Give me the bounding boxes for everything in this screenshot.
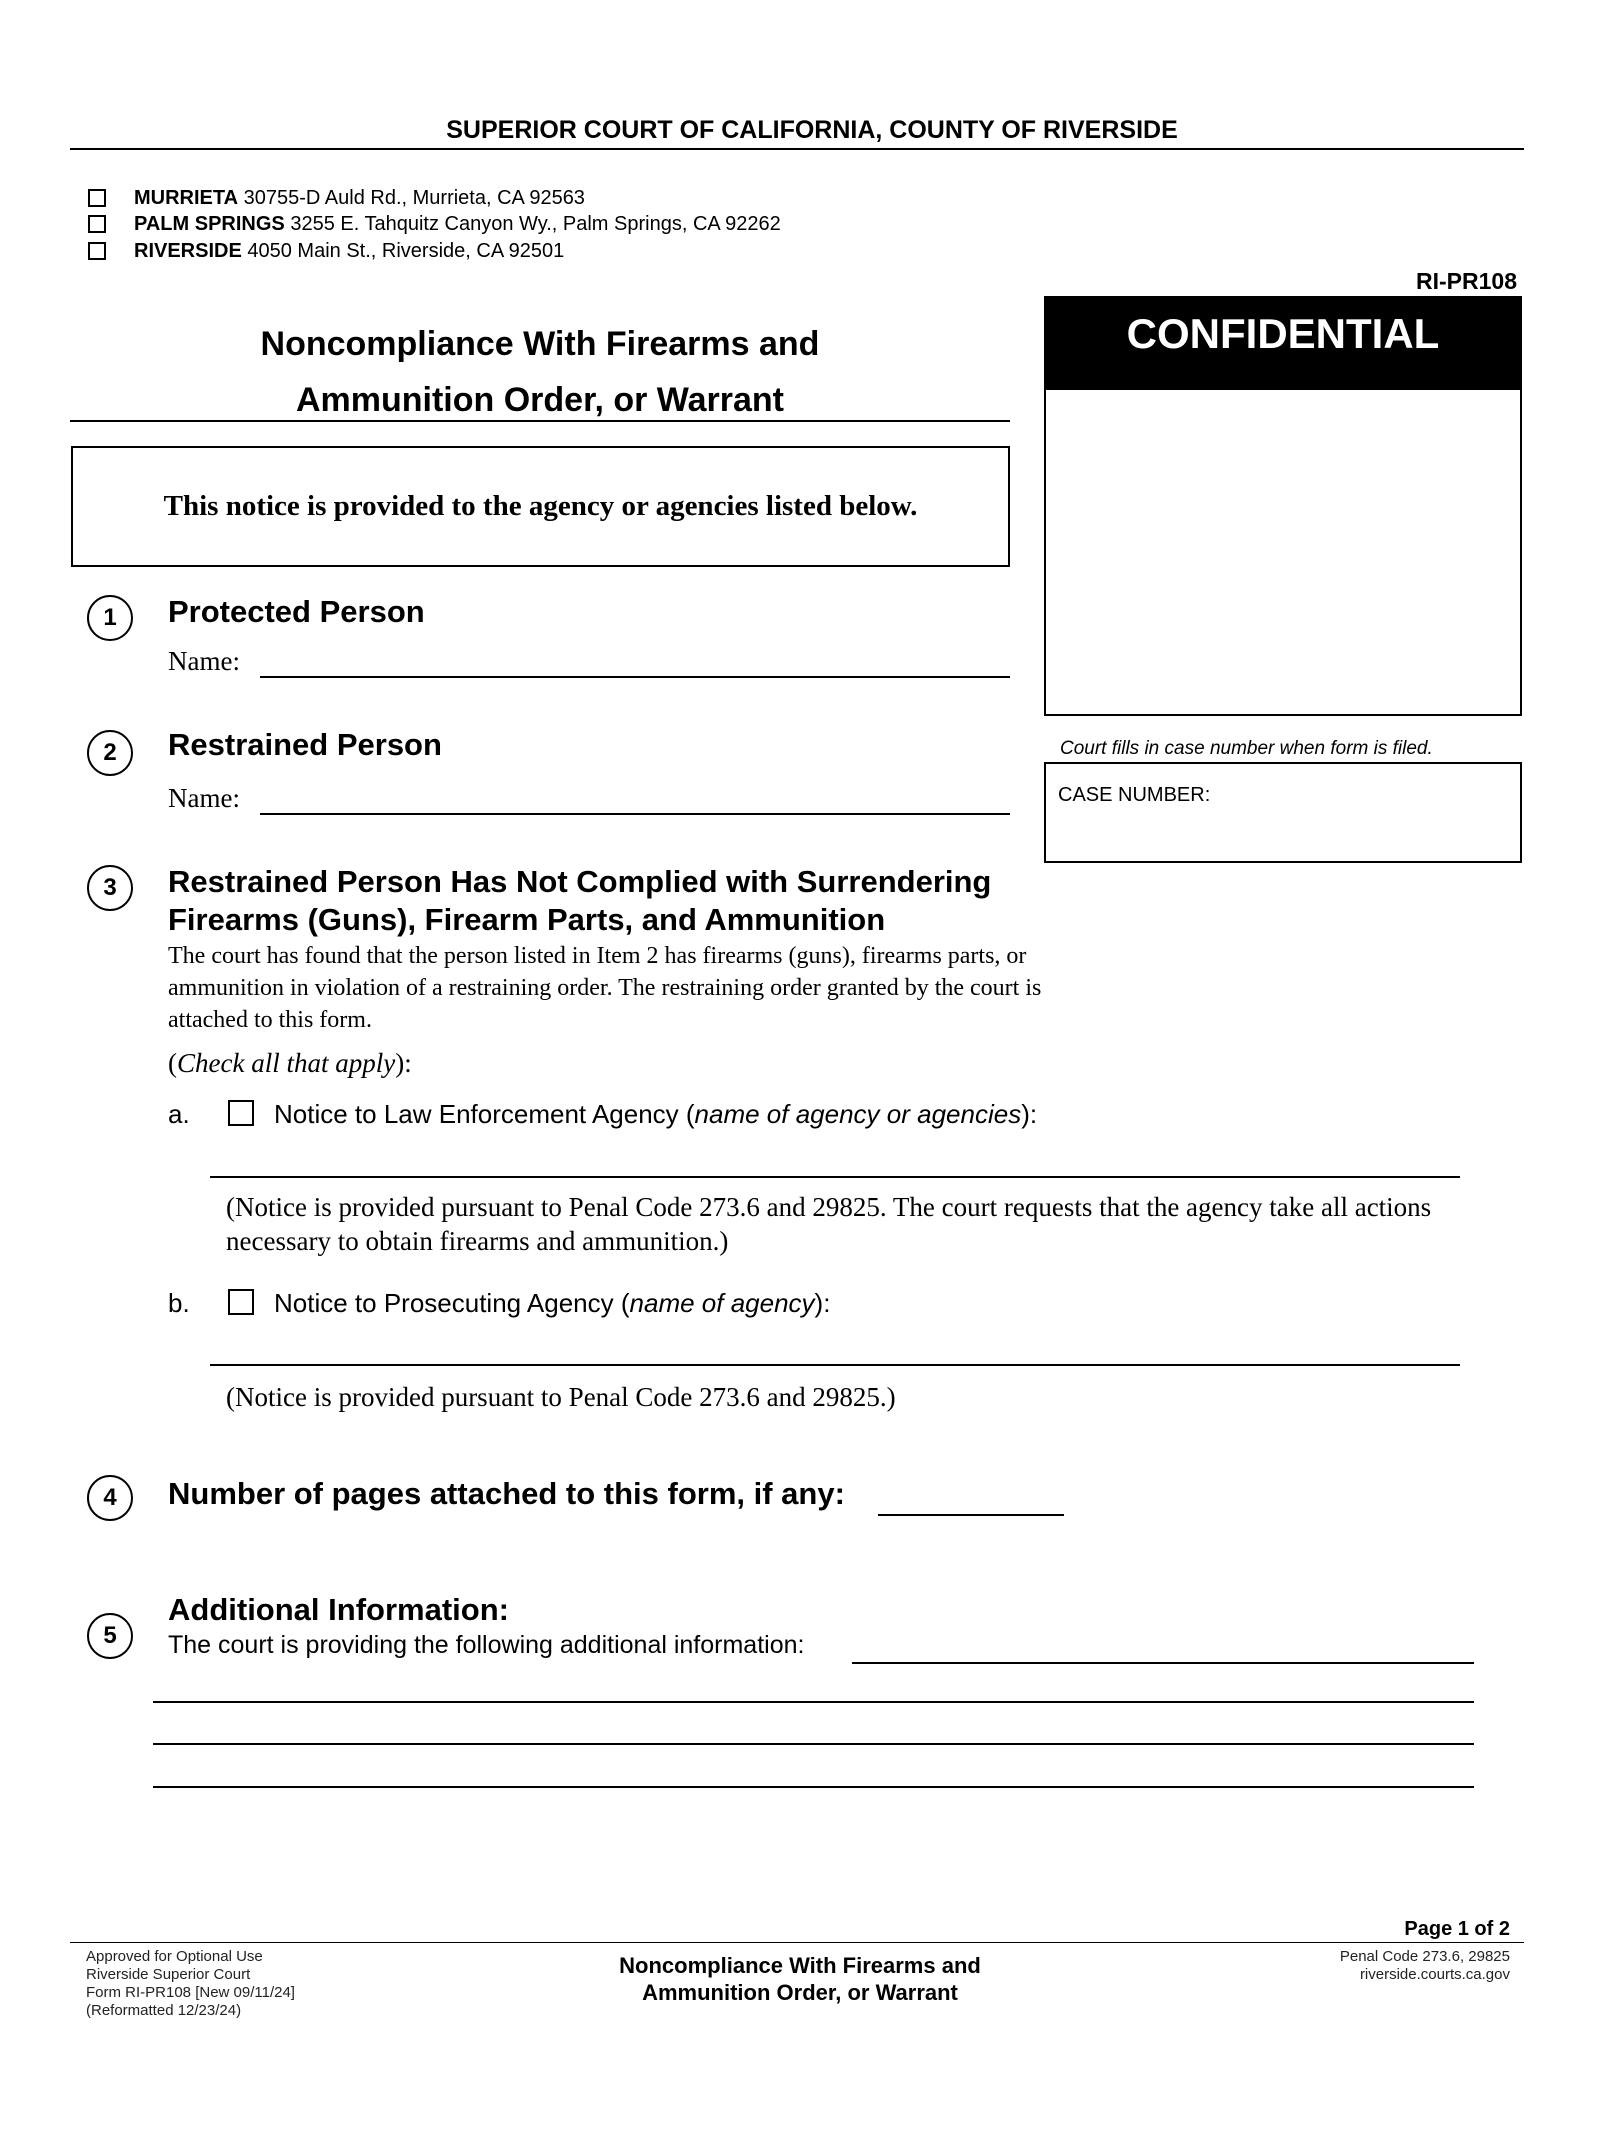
item5-body: The court is providing the following additional information: — [168, 1631, 805, 1659]
form-id: RI-PR108 — [1416, 268, 1517, 294]
prosecuting-agency-field[interactable] — [210, 1336, 1460, 1366]
item-number-4: 4 — [87, 1475, 133, 1521]
additional-info-field-4[interactable] — [153, 1758, 1474, 1788]
footer-right — [1240, 1948, 1510, 1984]
location-checkbox-murrieta[interactable] — [88, 189, 106, 207]
law-enforcement-agency-field[interactable] — [210, 1148, 1460, 1178]
location-checkbox-palm-springs[interactable] — [88, 215, 106, 233]
footer-left-line: Riverside Superior Court — [86, 1966, 251, 1983]
item-number-3: 3 — [87, 865, 133, 911]
item2-title: Restrained Person — [168, 727, 442, 762]
footer-left-line: (Reformatted 12/23/24) — [86, 2002, 242, 2019]
law-enforcement-checkbox[interactable] — [228, 1100, 254, 1126]
check-all-close: ): — [395, 1048, 412, 1078]
case-number-box[interactable] — [1044, 762, 1522, 863]
case-number-note: Court fills in case number when form is filed. — [1060, 738, 1433, 759]
item-number-2: 2 — [87, 730, 133, 776]
footer-left-line: Form RI-PR108 [New 09/11/24] — [86, 1984, 295, 2001]
location-checkbox-riverside[interactable] — [88, 242, 106, 260]
location-address: 4050 Main St., Riverside, CA 92501 — [247, 240, 565, 262]
form-title-line2: Ammunition Order, or Warrant — [295, 381, 784, 419]
location-palm-springs — [134, 213, 781, 236]
item2-name-label: Name: — [168, 783, 240, 813]
additional-info-field-3[interactable] — [153, 1715, 1474, 1745]
item3b-letter: b. — [168, 1288, 190, 1318]
form-title-line1: Noncompliance With Firearms and — [260, 325, 820, 363]
item3a-label-close: ): — [1021, 1099, 1038, 1129]
location-name: MURRIETA — [134, 187, 239, 209]
prosecuting-agency-checkbox[interactable] — [228, 1289, 254, 1315]
item3b-note: (Notice is provided pursuant to Penal Code 273.6 and 29825.) — [226, 1382, 896, 1412]
item3a-letter: a. — [168, 1099, 190, 1129]
item5-title: Additional Information: — [168, 1592, 509, 1627]
court-name: SUPERIOR COURT OF CALIFORNIA, COUNTY OF RIVERSIDE — [446, 116, 1178, 144]
check-all-instruction — [168, 1048, 412, 1079]
item3a-note: (Notice is provided pursuant to Penal Code 273.6 and 29825. The court requests that the agency take all actions necessary to obtain firearms and ammunition.) — [226, 1192, 1432, 1256]
check-all-open: ( — [168, 1048, 177, 1078]
footer-right-line: riverside.courts.ca.gov — [1359, 1966, 1510, 1983]
additional-info-field-2[interactable] — [153, 1673, 1474, 1703]
notice-box — [71, 446, 1010, 567]
footer-title-line1: Noncompliance With Firearms and — [619, 1953, 981, 1978]
check-all-italic: Check all that apply — [177, 1048, 396, 1078]
footer-left-line: Approved for Optional Use — [86, 1948, 263, 1965]
item3b-label-text: Notice to Prosecuting Agency ( — [274, 1288, 630, 1318]
item3b-label-close: ): — [814, 1288, 831, 1318]
location-riverside — [134, 240, 564, 263]
footer-left — [86, 1948, 295, 2020]
header-rule — [70, 148, 1524, 150]
pages-attached-field[interactable] — [878, 1486, 1064, 1516]
item3-body: The court has found that the person listed in Item 2 has firearms (guns), firearms parts, or ammunition in violation of a restraining order. The restraining order granted by the court is attached to this form. — [168, 943, 1042, 1033]
item-number-5: 5 — [87, 1613, 133, 1659]
footer-rule — [70, 1942, 1524, 1943]
location-name: RIVERSIDE — [134, 240, 242, 262]
location-name: PALM SPRINGS — [134, 213, 285, 235]
restrained-person-name-field[interactable] — [260, 785, 1010, 815]
additional-info-field-1[interactable] — [852, 1634, 1474, 1664]
item1-name-label: Name: — [168, 646, 240, 676]
form-title — [70, 316, 1010, 428]
item3b-label — [274, 1288, 830, 1319]
confidential-label: CONFIDENTIAL — [1126, 310, 1440, 357]
location-murrieta — [134, 187, 585, 210]
item3b-label-italic: name of agency — [629, 1288, 815, 1318]
title-rule — [70, 420, 1010, 422]
footer-title — [500, 1952, 1100, 2006]
item3-title-line1: Restrained Person Has Not Complied with Surrendering — [168, 864, 992, 899]
item3a-label-italic: name of agency or agencies — [694, 1099, 1022, 1129]
item3a-label-text: Notice to Law Enforcement Agency ( — [274, 1099, 695, 1129]
confidential-box — [1044, 296, 1522, 716]
footer-right-line: Penal Code 273.6, 29825 — [1339, 1948, 1510, 1965]
case-number-label: CASE NUMBER: — [1058, 784, 1211, 806]
confidential-banner — [1046, 298, 1520, 390]
location-address: 3255 E. Tahquitz Canyon Wy., Palm Springs, CA 92262 — [290, 213, 781, 235]
protected-person-name-field[interactable] — [260, 648, 1010, 678]
item3-title-line2: Firearms (Guns), Firearm Parts, and Ammunition — [168, 902, 886, 937]
location-address: 30755-D Auld Rd., Murrieta, CA 92563 — [243, 187, 585, 209]
item4-title: Number of pages attached to this form, if any: — [168, 1476, 845, 1511]
item-number-1: 1 — [87, 595, 133, 641]
page-number: Page 1 of 2 — [1404, 1918, 1510, 1940]
footer-title-line2: Ammunition Order, or Warrant — [642, 1980, 958, 2005]
item1-title: Protected Person — [168, 594, 425, 629]
item3a-label — [274, 1099, 1037, 1130]
notice-text: This notice is provided to the agency or agencies listed below. — [163, 490, 918, 522]
